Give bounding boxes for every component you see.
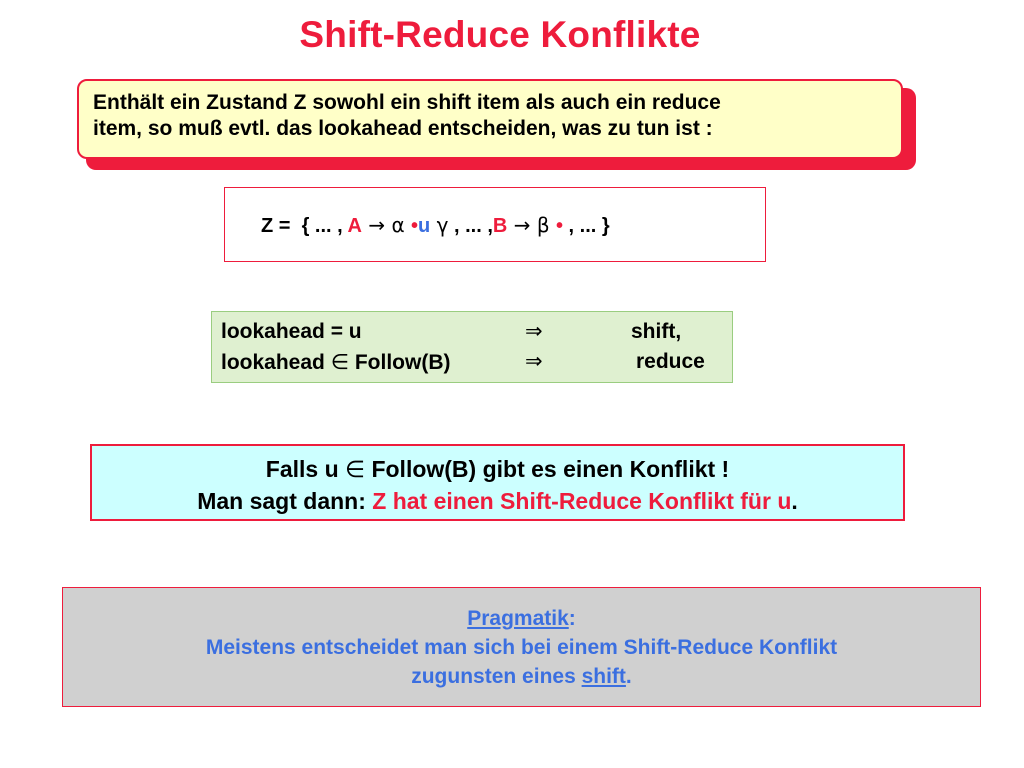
- pragmatik-link[interactable]: Pragmatik: [467, 607, 569, 630]
- item-dot: •: [555, 215, 563, 237]
- conflict-line-2: Man sagt dann: Z hat einen Shift-Reduce Konflikt für u.: [197, 488, 798, 514]
- conflict-box: [90, 444, 905, 521]
- item-dot: •: [411, 215, 419, 237]
- callout-box: [77, 79, 903, 159]
- implies-icon: ⇒: [525, 319, 543, 343]
- pragmatik-line-2: Meistens entscheidet man sich bei einem Shift-Reduce Konflikt: [205, 636, 838, 659]
- slide-title: Shift-Reduce Konflikte: [299, 14, 701, 55]
- implies-icon: ⇒: [525, 349, 543, 373]
- callout-line-2: item, so muß evtl. das lookahead entscheiden, was zu tun ist :: [93, 117, 713, 140]
- state-set-box: [224, 187, 766, 262]
- lookahead-rule-2-condition: lookahead ∈ Follow(B): [221, 350, 451, 374]
- callout-line-1: Enthält ein Zustand Z sowohl ein shift item als auch ein reduce: [93, 91, 721, 114]
- lookahead-rule-1-action: shift,: [631, 320, 682, 343]
- alpha-symbol: α: [391, 213, 411, 237]
- lookahead-rule-1-condition: lookahead = u: [221, 320, 362, 343]
- pragmatik-heading-line: Pragmatik:: [467, 607, 576, 630]
- conflict-definition: Z hat einen Shift-Reduce Konflikt für u: [372, 488, 792, 514]
- gamma-symbol: γ: [430, 213, 449, 237]
- lookahead-box: [211, 311, 733, 383]
- beta-symbol: β: [536, 213, 556, 237]
- conflict-line-1: Falls u ∈ Follow(B) gibt es einen Konflikt !: [265, 456, 730, 483]
- element-of-symbol: ∈: [330, 350, 349, 374]
- nonterminal-b: B: [492, 215, 508, 237]
- right-arrow-icon: →: [507, 213, 537, 237]
- shift-link[interactable]: shift: [581, 665, 626, 688]
- state-set-expression: [261, 213, 610, 238]
- pragmatik-line-3: zugunsten eines shift.: [411, 665, 632, 688]
- set-middle: , ... ,: [448, 215, 493, 237]
- lookahead-rule-2-action: reduce: [636, 350, 705, 373]
- set-prefix: Z = { ... ,: [261, 215, 348, 237]
- right-arrow-icon: →: [361, 213, 392, 237]
- element-of-symbol: ∈: [345, 457, 366, 483]
- pragmatik-box: [62, 587, 981, 707]
- nonterminal-a: A: [347, 215, 362, 237]
- set-suffix: , ... }: [562, 215, 610, 237]
- terminal-u: u: [418, 215, 431, 237]
